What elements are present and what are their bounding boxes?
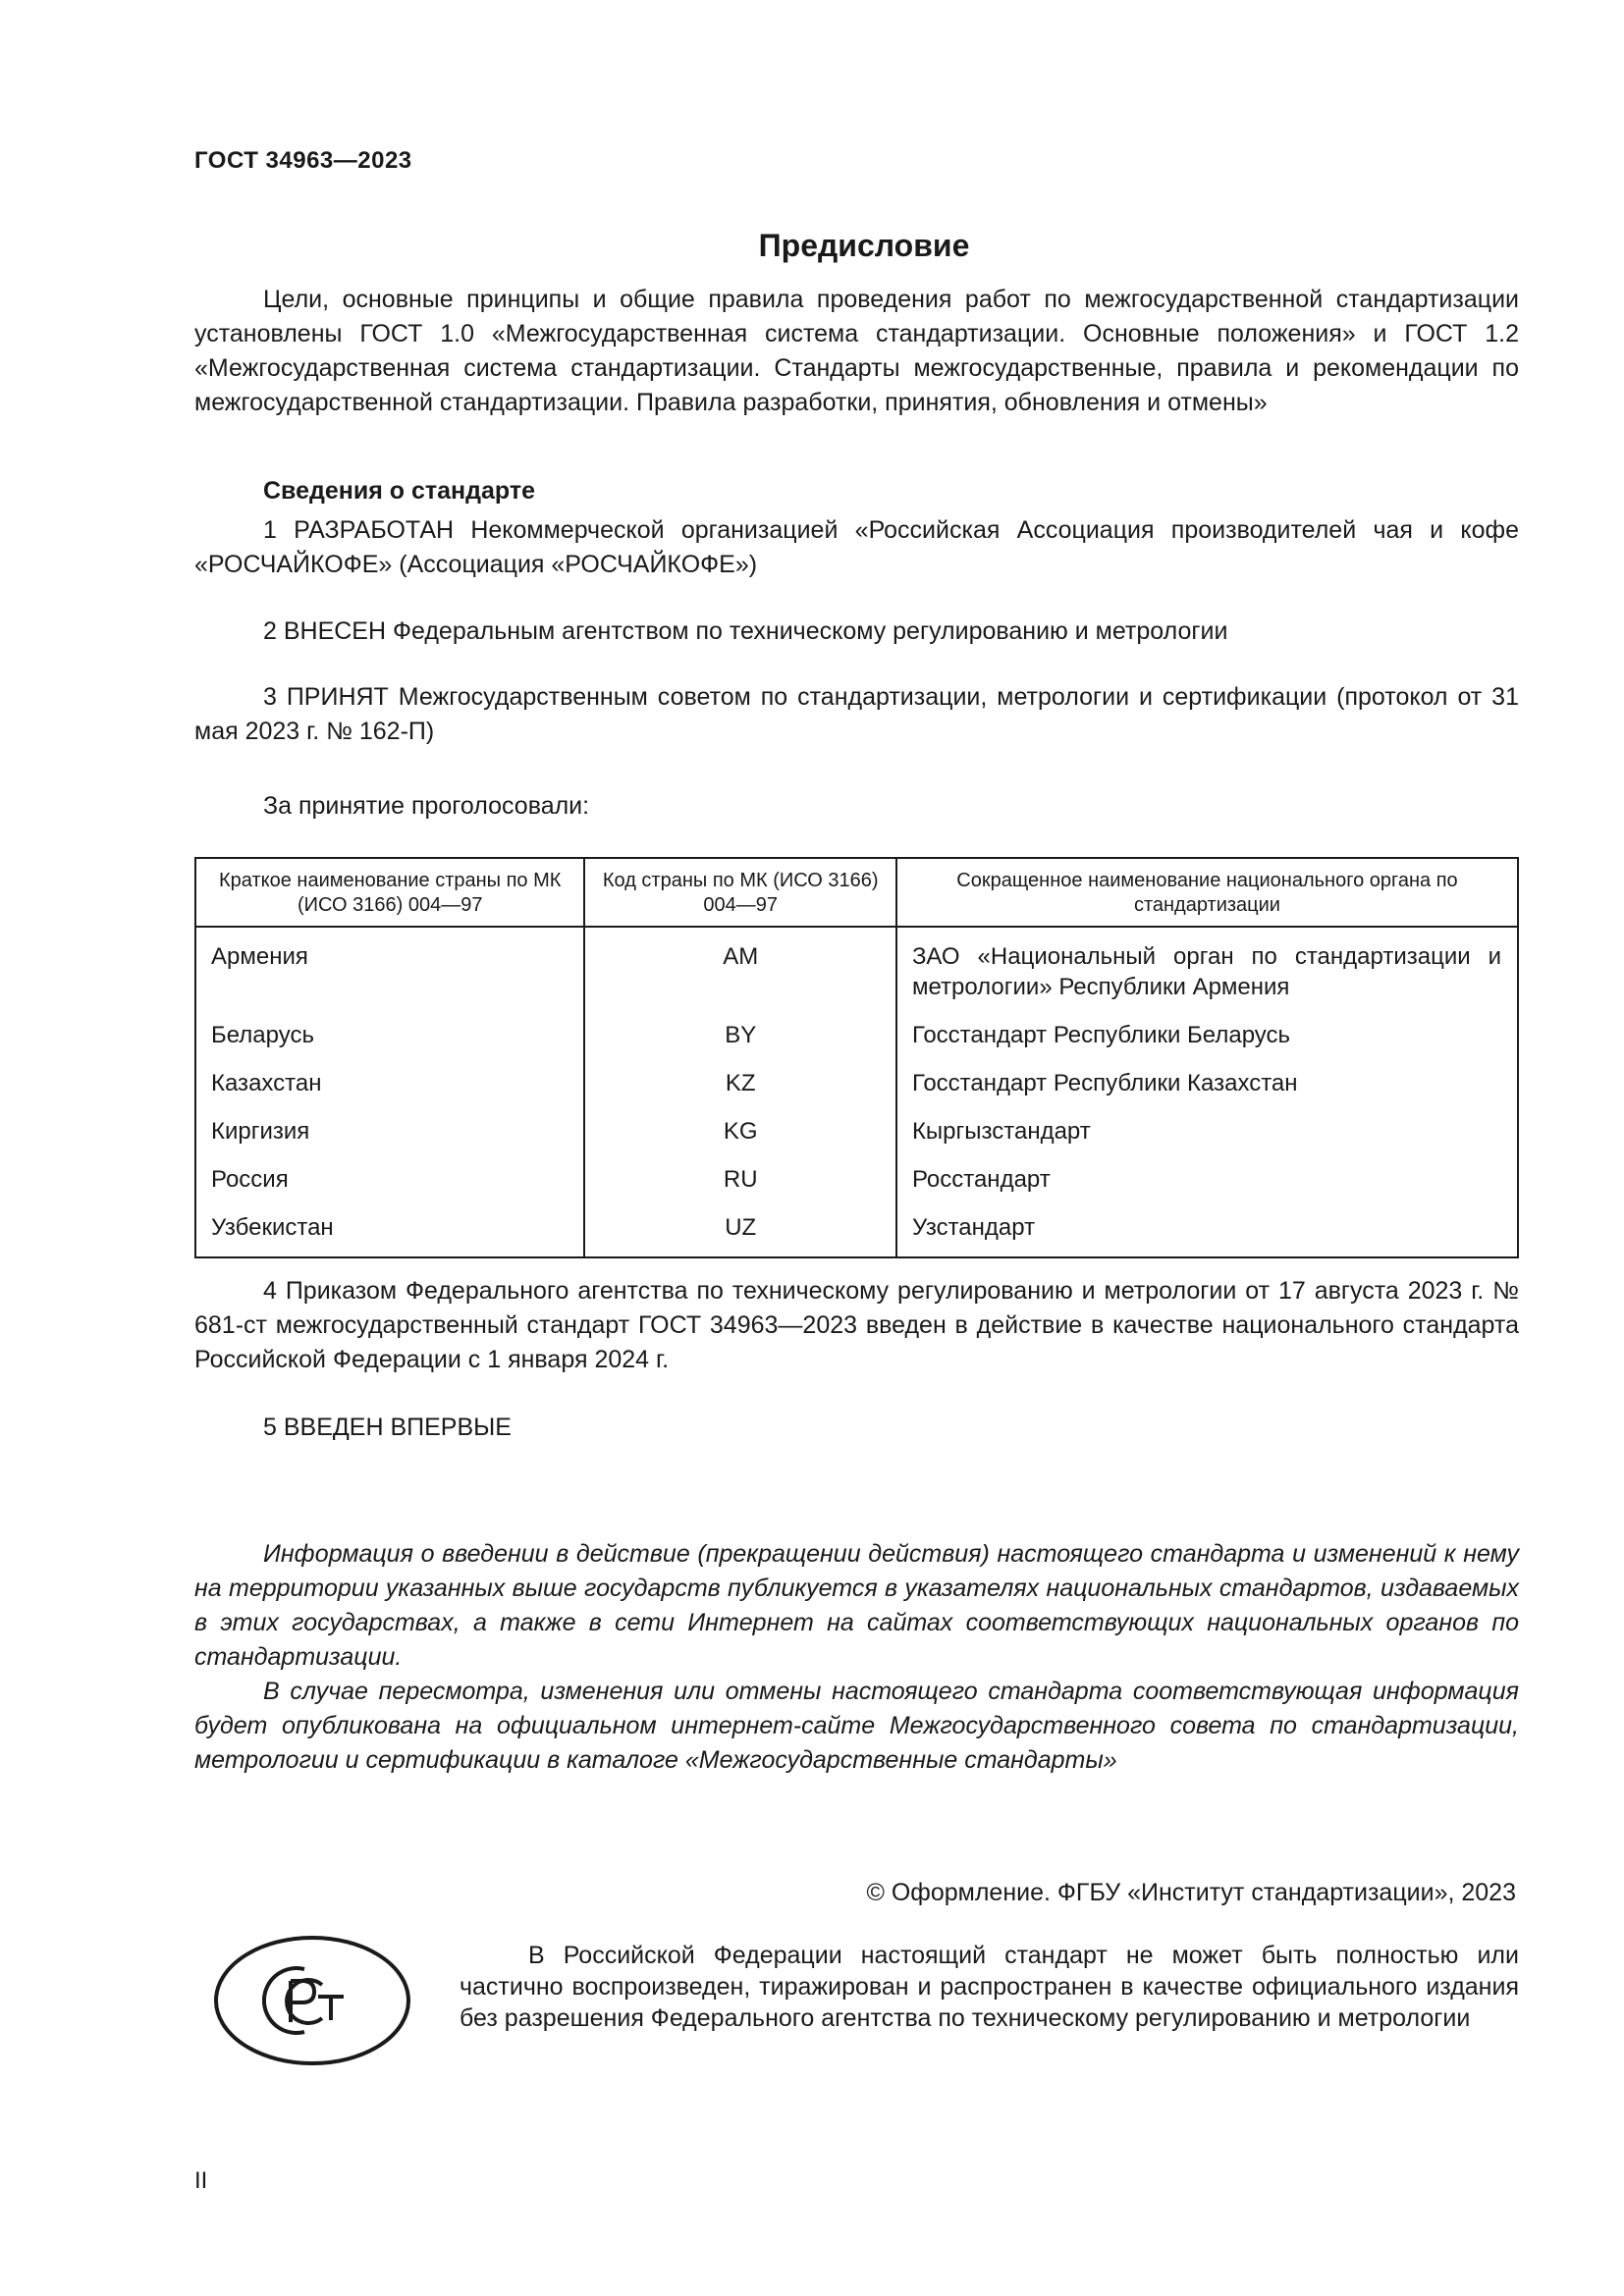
- cell-organ: Кыргызстандарт: [896, 1107, 1518, 1155]
- header-code: Код страны по МК (ИСО 3166) 004—97: [584, 858, 895, 927]
- info-heading: Сведения о стандарте: [263, 477, 536, 505]
- item-3-adopted: 3 ПРИНЯТ Межгосударственным советом по стандартизации, метрологии и сертификации (протокол от 31 мая 2023 г. № 162-П): [194, 683, 1519, 745]
- cell-country: Киргизия: [195, 1107, 584, 1155]
- page-title: Предисловие: [758, 228, 970, 263]
- italic-note-2: В случае пересмотра, изменения или отмены настоящего стандарта соответствующая информация будет опубликована на официальном интернет-сайте Межгосударственного совета по стандартизации, метрологии и сертификации в каталоге «Межгосударственные стандарты»: [194, 1678, 1519, 1774]
- header-organ: Сокращенное наименование национального органа по стандартизации: [896, 858, 1518, 927]
- table-row: [195, 1011, 1518, 1059]
- table-row: [195, 1203, 1518, 1257]
- cell-organ: Росстандарт: [896, 1155, 1518, 1203]
- cell-country: Армения: [195, 927, 584, 1011]
- cell-organ: Госстандарт Республики Казахстан: [896, 1059, 1518, 1107]
- voting-table: [194, 857, 1519, 1258]
- document-code: ГОСТ 34963—2023: [194, 147, 412, 174]
- cell-organ: Госстандарт Республики Беларусь: [896, 1011, 1518, 1059]
- item-2-submitted: 2 ВНЕСЕН Федеральным агентством по техническому регулированию и метрологии: [263, 617, 1228, 645]
- intro-paragraph: Цели, основные принципы и общие правила проведения работ по межгосударственной стандартизации установлены ГОСТ 1.0 «Межгосударственная система стандартизации. Основные положения» и ГОСТ 1.2 «Межгосударственная система стандартизации. Стандарты межгосударственные, правила и рекомендации по межгосударственной стандартизации. Правила разработки, принятия, обновления и отмены»: [194, 286, 1519, 416]
- copyright-line: © Оформление. ФГБУ «Институт стандартизации», 2023: [866, 1879, 1516, 1906]
- cell-country: Узбекистан: [195, 1203, 584, 1257]
- cell-code: KG: [584, 1107, 895, 1155]
- cell-country: Казахстан: [195, 1059, 584, 1107]
- item-5-first-introduced: 5 ВВЕДЕН ВПЕРВЫЕ: [263, 1414, 512, 1441]
- table-row: [195, 1107, 1518, 1155]
- page-number: II: [194, 2167, 208, 2194]
- italic-note-1: Информация о введении в действие (прекращении действия) настоящего стандарта и изменений к нему на территории указанных выше государств публикуется в указателях национальных стандартов, издаваемых в этих государствах, а также в сети Интернет на сайтах соответствующих национальных органов по стандартизации.: [194, 1540, 1519, 1671]
- copyright-notice: [460, 1940, 1519, 2034]
- table-row: [195, 927, 1518, 1011]
- cell-code: BY: [584, 1011, 895, 1059]
- cell-code: AM: [584, 927, 895, 1011]
- header-country: Краткое наименование страны по МК (ИСО 3166) 004—97: [195, 858, 584, 927]
- cell-organ: ЗАО «Национальный орган по стандартизации и метрологии» Республики Армения: [896, 927, 1518, 1011]
- cell-code: RU: [584, 1155, 895, 1203]
- cell-country: Беларусь: [195, 1011, 584, 1059]
- cell-code: KZ: [584, 1059, 895, 1107]
- notice-text: В Российской Федерации настоящий стандарт не может быть полностью или частично воспроизведен, тиражирован и распространен в качестве официального издания без разрешения Федерального агентства по техническому регулированию и метрологии: [460, 1942, 1519, 2032]
- voted-label: За принятие проголосовали:: [263, 792, 590, 820]
- table-row: [195, 1155, 1518, 1203]
- cell-country: Россия: [195, 1155, 584, 1203]
- cell-organ: Узстандарт: [896, 1203, 1518, 1257]
- rst-certification-mark-icon: [212, 1934, 412, 2067]
- item-4-order: 4 Приказом Федерального агентства по техническому регулированию и метрологии от 17 августа 2023 г. № 681-ст межгосударственный стандарт ГОСТ 34963—2023 введен в действие в качестве национального стандарта Российской Федерации с 1 января 2024 г.: [194, 1277, 1519, 1373]
- table-header-row: [195, 858, 1518, 927]
- cell-code: UZ: [584, 1203, 895, 1257]
- table-row: [195, 1059, 1518, 1107]
- item-1-developed: 1 РАЗРАБОТАН Некоммерческой организацией «Российская Ассоциация производителей чая и кофе «РОСЧАЙКОФЕ» (Ассоциация «РОСЧАЙКОФЕ»): [194, 516, 1519, 578]
